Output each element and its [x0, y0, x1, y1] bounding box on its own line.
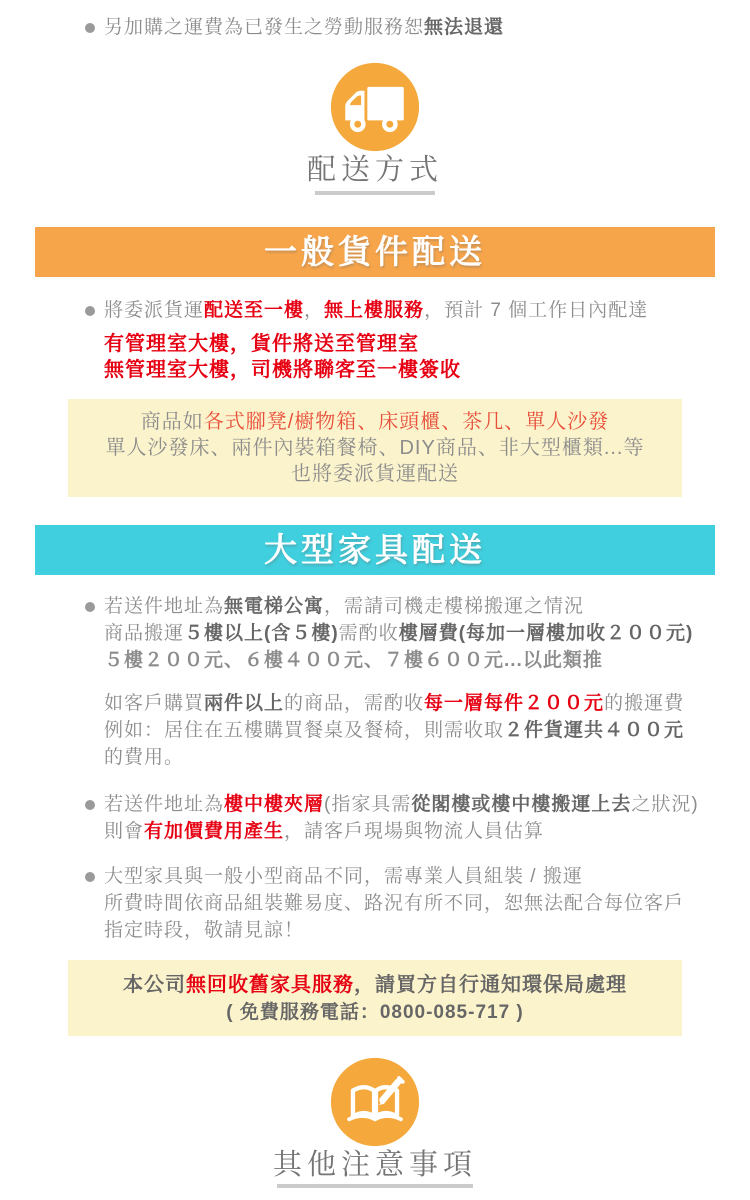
top-note-text — [104, 14, 504, 41]
seg-red: 各式腳凳/櫥物箱、床頭櫃、茶几、單人沙發 — [203, 411, 610, 433]
book-pen-icon — [329, 1056, 421, 1148]
seg-red: 配送至一樓 — [204, 300, 305, 321]
other-notes-title: 其他注意事項 — [272, 1149, 477, 1181]
seg: 若送件地址為 — [104, 794, 225, 815]
seg: ， — [304, 300, 325, 321]
top-note-plain: 另加購之運費為已發生之勞動服務恕 — [104, 17, 425, 38]
delivery-title: 配送方式 — [306, 154, 443, 186]
general-bullet — [85, 297, 712, 324]
assembly-line3: 指定時段，敬請見諒！ — [104, 920, 305, 941]
mezzanine-line2 — [104, 818, 712, 845]
seg-bold: ５樓以上(含５樓) — [184, 623, 339, 644]
seg: ，預計 7 個工作日內配達 — [424, 300, 649, 321]
general-freight-banner: 一般貨件配送 — [35, 227, 715, 277]
seg: 商品搬運 — [104, 623, 185, 644]
bullet-dot — [85, 602, 95, 612]
seg: 的搬運費 — [604, 693, 685, 714]
recycle-note-box — [68, 960, 682, 1036]
general-note-box — [68, 399, 682, 497]
seg-red: 樓中樓夾層 — [224, 794, 325, 815]
no-elevator-line1 — [104, 593, 712, 620]
red-line-unmanaged: 無管理室大樓，司機將聯客至一樓簽收 — [104, 359, 461, 381]
seg-bold: 本公司 — [123, 974, 186, 996]
seg-bold: 從閣樓或樓中樓搬運上去 — [411, 794, 632, 815]
seg: 的商品，需酌收 — [284, 693, 425, 714]
assembly-line1: 大型家具與一般小型商品不同，需專業人員組裝 / 搬運 — [104, 866, 583, 887]
mezzanine-bullet — [85, 791, 712, 845]
multi-item-line1 — [104, 690, 712, 717]
seg: 將委派貨運 — [104, 300, 205, 321]
seg: 則會 — [104, 821, 145, 842]
no-elevator-bullet — [85, 593, 712, 674]
seg: 如客戶購買 — [104, 693, 205, 714]
red-line-managed: 有管理室大樓，貨件將送至管理室 — [104, 333, 419, 355]
other-notes-underline — [277, 1184, 473, 1188]
top-note-bold: 無法退還 — [424, 17, 505, 38]
seg-bold: 兩件以上 — [204, 693, 285, 714]
seg-red: 有加價費用產生 — [144, 821, 285, 842]
seg-bold: 樓層費(每加一層樓加收２００元) — [398, 623, 694, 644]
general-line1 — [104, 297, 712, 324]
seg: 需酌收 — [338, 623, 399, 644]
box-line1 — [74, 409, 676, 435]
seg: (指家具需 — [324, 794, 412, 815]
seg: 例如：居住在五樓購買餐桌及餐椅，則需收取 — [104, 720, 505, 741]
service-phone: ( 免費服務電話：0800-085-717 ) — [226, 1002, 524, 1023]
delivery-icon-wrap — [0, 61, 750, 153]
delivery-title-underline — [315, 191, 435, 195]
truck-icon — [329, 61, 421, 153]
seg-red: 無回收舊家具服務 — [186, 974, 354, 996]
assembly-bullet — [85, 863, 712, 944]
bullet-dot — [85, 872, 95, 882]
seg-red: 每一層每件２００元 — [424, 693, 605, 714]
seg-red: 無上樓服務 — [324, 300, 425, 321]
no-elevator-line2 — [104, 620, 712, 647]
general-red-lines — [0, 331, 750, 383]
multi-item-paragraph — [104, 690, 712, 771]
box-line3: 也將委派貨運配送 — [291, 463, 459, 485]
multi-item-line2 — [104, 717, 712, 744]
assembly-line2: 所費時間依商品組裝難易度、路況有所不同，恕無法配合每位客戶 — [104, 893, 685, 914]
bullet-dot — [85, 23, 95, 33]
recycle-line1 — [74, 970, 676, 1000]
seg: 若送件地址為 — [104, 596, 225, 617]
seg: 之狀況) — [631, 794, 699, 815]
bullet-dot — [85, 306, 95, 316]
box-line2: 單人沙發床、兩件內裝箱餐椅、DIY商品、非大型櫃類...等 — [105, 437, 645, 459]
large-furniture-banner: 大型家具配送 — [35, 525, 715, 575]
bullet-dot — [85, 800, 95, 810]
multi-item-line3: 的費用。 — [104, 747, 185, 768]
seg-bold: ，請買方自行通知環保局處理 — [354, 974, 627, 996]
seg: ，需請司機走樓梯搬運之情況 — [324, 596, 585, 617]
mezzanine-line1 — [104, 791, 712, 818]
seg: ，請客戶現場與物流人員估算 — [284, 821, 545, 842]
seg: 商品如 — [140, 411, 204, 433]
other-notes-icon-wrap — [0, 1056, 750, 1148]
seg-bold: 無電梯公寓 — [224, 596, 325, 617]
floor-fee-line: ５樓２００元、６樓４００元、７樓６００元...以此類推 — [104, 650, 603, 671]
seg-bold: ２件貨運共４００元 — [504, 720, 685, 741]
top-note — [85, 14, 710, 41]
